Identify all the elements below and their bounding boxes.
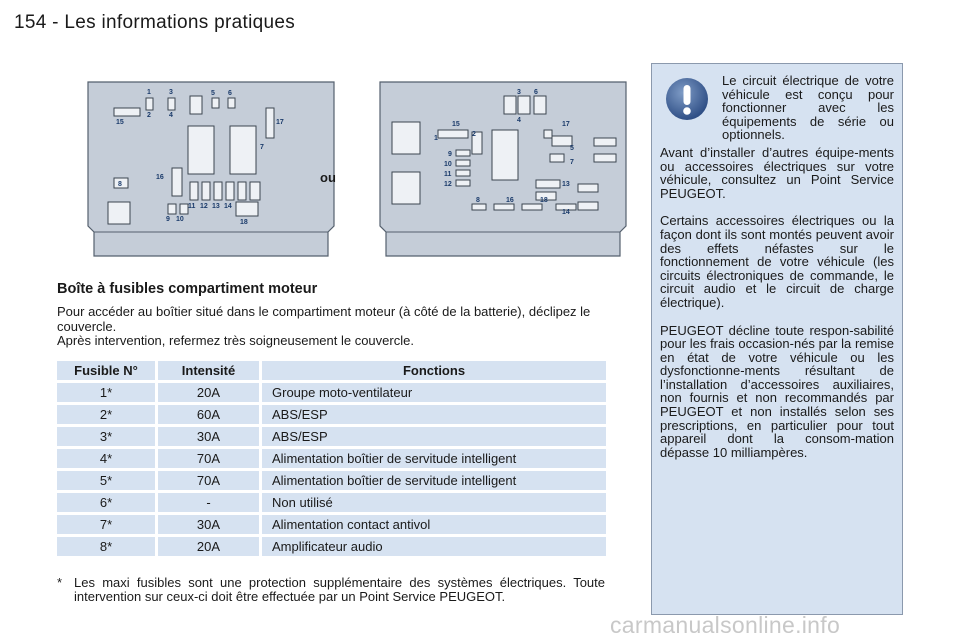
svg-text:4: 4 — [169, 112, 173, 119]
intensity-cell: 20A — [155, 537, 259, 556]
svg-text:2: 2 — [147, 112, 151, 119]
function-cell: Alimentation boîtier de servitude intelligent — [259, 471, 606, 490]
exclamation-icon — [664, 76, 710, 122]
fuse-number-cell: 7* — [57, 515, 155, 534]
svg-text:17: 17 — [276, 119, 284, 126]
fuse-box-right-illustration — [372, 74, 634, 264]
intensity-cell: 60A — [155, 405, 259, 424]
svg-text:1: 1 — [147, 89, 151, 96]
header-intensity: Intensité — [155, 361, 259, 380]
table-row — [57, 515, 606, 534]
header-functions: Fonctions — [259, 361, 606, 380]
fuse-number-cell: 1* — [57, 383, 155, 402]
svg-text:6: 6 — [228, 90, 232, 97]
fuse-number-cell: 8* — [57, 537, 155, 556]
svg-text:12: 12 — [444, 181, 452, 188]
function-cell: ABS/ESP — [259, 427, 606, 446]
svg-text:10: 10 — [444, 161, 452, 168]
svg-text:15: 15 — [116, 119, 124, 126]
warning-paragraph-2: Certains accessoires électriques ou la façon dont ils sont montés peuvent avoir des effets néfastes sur le fonctionnement de votre véhicule (les circuits électroniques de commande, le circuit audio et le circuit de charge électrique). — [660, 213, 894, 310]
warning-paragraph-3: PEUGEOT décline toute respon-sabilité pour les frais occasion-nés par la remise en état de votre véhicule ou les dysfonctionne-ments résultant de l’installation d’accessoires auxiliaires, non fournis et non recommandés par PEUGEOT et non installés selon ses prescriptions, en particulier pour tout appareil dont la consom-mation dépasse 10 milliampères. — [660, 322, 894, 460]
diagram-separator: ou — [320, 170, 336, 185]
svg-text:12: 12 — [200, 203, 208, 210]
svg-text:13: 13 — [562, 181, 570, 188]
table-row — [57, 427, 606, 446]
svg-text:4: 4 — [517, 117, 521, 124]
intensity-cell: 30A — [155, 515, 259, 534]
intensity-cell: 30A — [155, 427, 259, 446]
fuse-box-diagram-left — [80, 74, 342, 264]
footnote-marker: * — [57, 575, 63, 590]
table-header-row — [57, 361, 606, 380]
svg-text:16: 16 — [156, 174, 164, 181]
fuse-number-cell: 5* — [57, 471, 155, 490]
closing-instructions: Après intervention, refermez très soigneusement le couvercle. — [57, 333, 414, 348]
intensity-cell: - — [155, 493, 259, 512]
svg-text:6: 6 — [534, 89, 538, 96]
svg-text:9: 9 — [448, 151, 452, 158]
svg-text:2: 2 — [472, 131, 476, 138]
svg-text:17: 17 — [562, 121, 570, 128]
table-row — [57, 537, 606, 556]
intensity-cell: 70A — [155, 471, 259, 490]
intensity-cell: 20A — [155, 383, 259, 402]
header-fuse-number: Fusible N° — [57, 361, 155, 380]
function-cell: ABS/ESP — [259, 405, 606, 424]
fuse-table — [57, 358, 606, 559]
function-cell: Alimentation contact antivol — [259, 515, 606, 534]
svg-text:11: 11 — [444, 171, 452, 178]
svg-text:11: 11 — [188, 203, 196, 210]
fuse-box-diagram-right — [372, 74, 634, 264]
table-row — [57, 383, 606, 402]
section-title: Boîte à fusibles compartiment moteur — [57, 281, 318, 297]
footnote-text: Les maxi fusibles sont une protection supplémentaire des systèmes électriques. Toute intervention sur ceux-ci doit être effectuée par un Point Service PEUGEOT. — [74, 575, 605, 604]
warning-paragraph-1: Avant d’installer d’autres équipe-ments ou accessoires électriques sur votre véhicule, consultez un Point Service PEUGEOT. — [660, 144, 894, 201]
fuse-number-cell: 2* — [57, 405, 155, 424]
svg-text:8: 8 — [118, 181, 122, 188]
warning-intro: Le circuit électrique de votre véhicule est conçu pour fonctionner avec les équipements de série ou optionnels. — [722, 73, 894, 143]
function-cell: Amplificateur audio — [259, 537, 606, 556]
svg-text:7: 7 — [260, 144, 264, 151]
svg-text:3: 3 — [517, 89, 521, 96]
svg-text:9: 9 — [166, 216, 170, 223]
page-header: 154 - Les informations pratiques — [14, 12, 296, 33]
svg-text:10: 10 — [176, 216, 184, 223]
svg-text:14: 14 — [224, 203, 232, 210]
svg-text:16: 16 — [506, 197, 514, 204]
svg-text:8: 8 — [476, 197, 480, 204]
fuse-number-cell: 3* — [57, 427, 155, 446]
svg-text:13: 13 — [212, 203, 220, 210]
intensity-cell: 70A — [155, 449, 259, 468]
watermark: carmanualsonline.info — [610, 612, 841, 638]
table-row — [57, 449, 606, 468]
svg-text:1: 1 — [434, 135, 438, 142]
table-row — [57, 405, 606, 424]
svg-text:5: 5 — [211, 90, 215, 97]
svg-text:18: 18 — [240, 219, 248, 226]
table-row — [57, 493, 606, 512]
svg-text:3: 3 — [169, 89, 173, 96]
svg-text:18: 18 — [540, 197, 548, 204]
warning-panel — [651, 63, 903, 615]
table-row — [57, 471, 606, 490]
function-cell: Alimentation boîtier de servitude intelligent — [259, 449, 606, 468]
svg-text:5: 5 — [570, 145, 574, 152]
svg-text:15: 15 — [452, 121, 460, 128]
function-cell: Groupe moto-ventilateur — [259, 383, 606, 402]
function-cell: Non utilisé — [259, 493, 606, 512]
fuse-number-cell: 6* — [57, 493, 155, 512]
svg-text:14: 14 — [562, 209, 570, 216]
fuse-number-cell: 4* — [57, 449, 155, 468]
svg-text:7: 7 — [570, 159, 574, 166]
fuse-box-left-illustration — [80, 74, 342, 264]
access-instructions: Pour accéder au boîtier situé dans le compartiment moteur (à côté de la batterie), déclipez le couvercle. — [57, 304, 591, 334]
footnote — [57, 576, 605, 604]
